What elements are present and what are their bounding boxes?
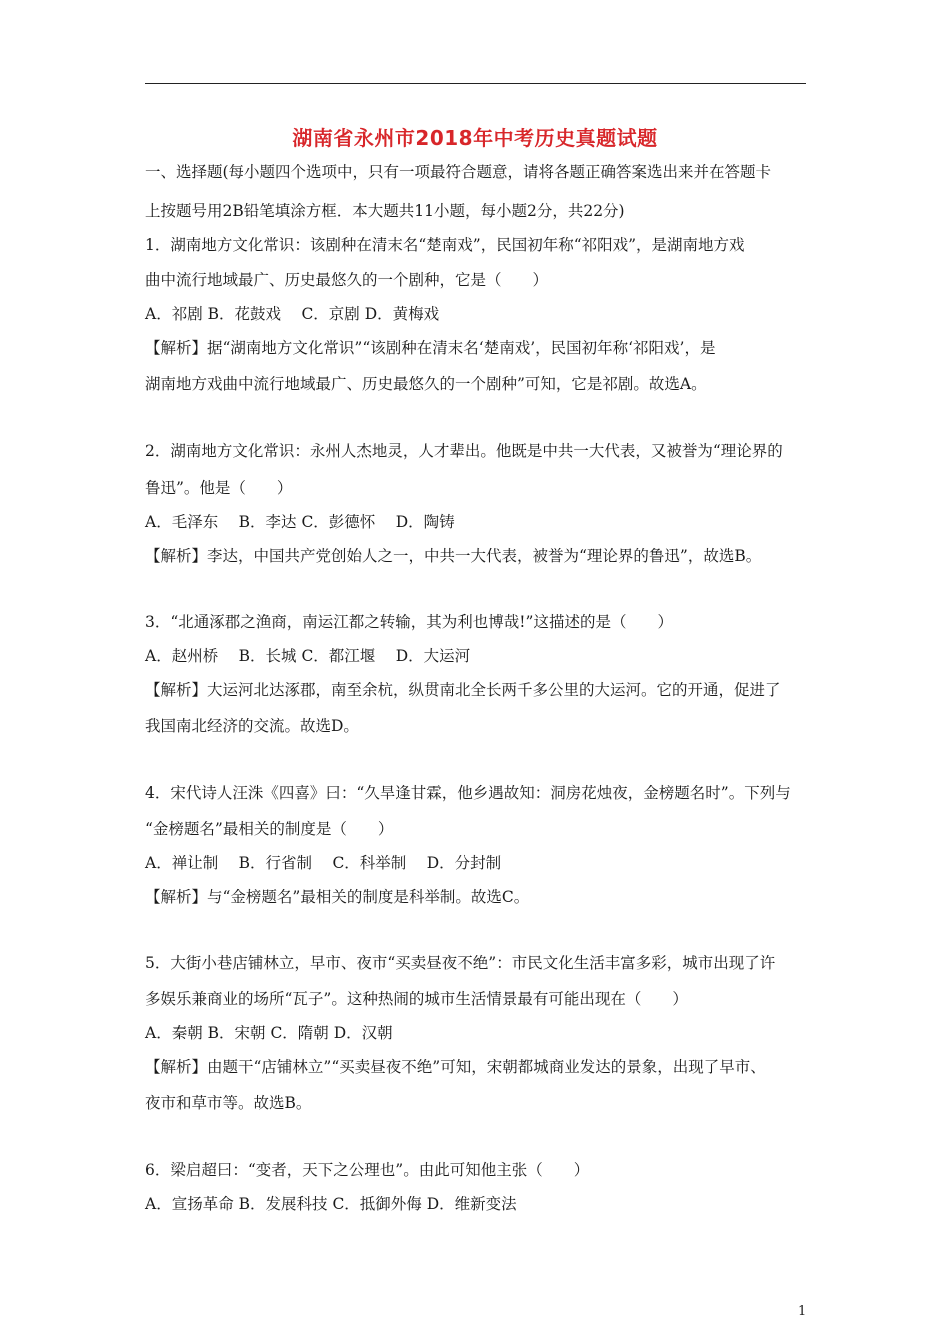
text-line: A．毛泽东 B．李达 C．彭德怀 D．陶铸 [145, 513, 455, 531]
text-line: A．祁剧 B．花鼓戏 C．京剧 D．黄梅戏 [145, 305, 440, 323]
text-line: 【解析】与“金榜题名”最相关的制度是科举制。故选C。 [145, 888, 530, 906]
text-line: A．禅让制 B．行省制 C．科举制 D．分封制 [145, 854, 502, 872]
text-line: 【解析】大运河北达涿郡，南至余杭，纵贯南北全长两千多公里的大运河。它的开通，促进了 [145, 681, 781, 699]
document-title: 湖南省永州市2018年中考历史真题试题 [292, 126, 658, 150]
text-line: 多娱乐兼商业的场所“瓦子”。这种热闹的城市生活情景最有可能出现在（ ） [145, 990, 688, 1008]
text-line: 4．宋代诗人汪洙《四喜》曰：“久旱逢甘霖，他乡遇故知：洞房花烛夜，金榜题名时”。下列与 [145, 784, 791, 802]
text-line: 一、选择题(每小题四个选项中，只有一项最符合题意，请将各题正确答案选出来并在答题卡 [145, 163, 772, 181]
text-line: A．赵州桥 B．长城 C．都江堰 D．大运河 [145, 647, 471, 665]
text-line: 2．湖南地方文化常识：永州人杰地灵，人才辈出。他既是中共一大代表，又被誉为“理论界的 [145, 442, 783, 460]
text-line: A．秦朝 B．宋朝 C．隋朝 D．汉朝 [145, 1024, 393, 1042]
text-line: 曲中流行地域最广、历史最悠久的一个剧种，它是（ ） [145, 271, 549, 289]
page-number: 1 [798, 1304, 807, 1319]
text-line: 【解析】由题干“店铺林立”“买卖昼夜不绝”可知，宋朝都城商业发达的景象，出现了早市、 [145, 1058, 766, 1076]
text-line: 上按题号用2B铅笔填涂方框．本大题共11小题，每小题2分，共22分) [145, 202, 625, 220]
text-line: 我国南北经济的交流。故选D。 [145, 717, 359, 735]
text-line: A．宣扬革命 B．发展科技 C．抵御外侮 D．维新变法 [145, 1195, 517, 1213]
text-line: 3．“北通涿郡之渔商，南运江都之转输，其为利也博哉!”这描述的是（ ） [145, 613, 673, 631]
text-line: 【解析】据“湖南地方文化常识”“该剧种在清末名‘楚南戏’，民国初年称‘祁阳戏’，是 [145, 339, 716, 357]
header-rule [145, 83, 806, 84]
text-line: 鲁迅”。他是（ ） [145, 479, 293, 497]
text-line: 5．大街小巷店铺林立，早市、夜市“买卖昼夜不绝”：市民文化生活丰富多彩，城市出现了许 [145, 954, 776, 972]
text-line: 【解析】李达，中国共产党创始人之一，中共一大代表，被誉为“理论界的鲁迅”，故选B。 [145, 547, 762, 565]
text-line: 夜市和草市等。故选B。 [145, 1094, 312, 1112]
text-line: 6．梁启超曰：“变者，天下之公理也”。由此可知他主张（ ） [145, 1161, 590, 1179]
text-line: 湖南地方戏曲中流行地域最广、历史最悠久的一个剧种”可知，它是祁剧。故选A。 [145, 375, 707, 393]
text-line: “金榜题名”最相关的制度是（ ） [145, 820, 394, 838]
text-line: 1．湖南地方文化常识：该剧种在清末名“楚南戏”，民国初年称“祁阳戏”，是湖南地方戏 [145, 236, 745, 254]
